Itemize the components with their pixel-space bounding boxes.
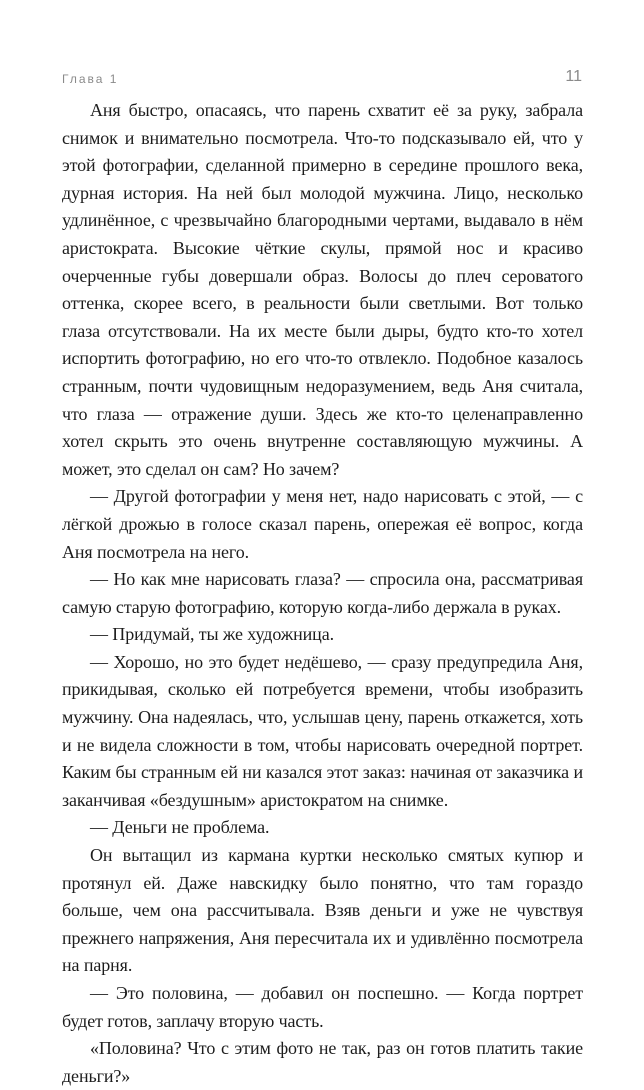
paragraph: Аня быстро, опасаясь, что парень схватит её за руку, забрала снимок и внимательно посмотрела. Что-то подсказывало ей, что у этой фотографии, сделанной примерно в середине прошлого века, дурная история. На ней был молодой мужчина. Лицо, несколько удлинённое, с чрезвычайно благородными чертами, выдавало в нём аристократа. Высокие чёткие скулы, прямой нос и красиво очерченные губы довершали образ. Волосы до плеч сероватого оттенка, скорее всего, в реальности были светлыми. Вот только глаза отсутствовали. На их месте были дыры, будто кто-то хотел испортить фотографию, но его что-то отвлекло. Подобное казалось странным, почти чудовищным недоразумением, ведь Аня считала, что глаза — отражение души. Здесь же кто-то целенаправленно хотел скрыть это очень внутренне составляющую мужчины. А может, это сделал он сам? Но зачем? (62, 100, 583, 479)
body-text (62, 97, 583, 1090)
paragraph: — Но как мне нарисовать глаза? — спросила она, рассматривая самую старую фотографию, которую когда-либо держала в руках. (62, 569, 583, 617)
paragraph: — Это половина, — добавил он поспешно. — Когда портрет будет готов, заплачу вторую часть. (62, 983, 583, 1031)
paragraph: Он вытащил из кармана куртки несколько смятых купюр и протянул ей. Даже навскидку было понятно, что там гораздо больше, чем она рассчитывала. Взяв деньги и уже не чувствуя прежнего напряжения, Аня пересчитала их и удивлённо посмотрела на парня. (62, 845, 583, 976)
paragraph: — Деньги не проблема. (90, 817, 270, 838)
paragraph: — Другой фотографии у меня нет, надо нарисовать с этой, — с лёгкой дрожью в голосе сказал парень, опережая её вопрос, когда Аня посмотрела на него. (62, 486, 583, 562)
paragraph: «Половина? Что с этим фото не так, раз он готов платить такие деньги?» (62, 1038, 583, 1086)
chapter-header: Глава 1 (62, 72, 119, 86)
paragraph: — Хорошо, но это будет недёшево, — сразу предупредила Аня, прикидывая, сколько ей потребуется времени, чтобы изобразить мужчину. Она надеялась, что, услышав цену, парень откажется, хоть и не видела сложности в том, чтобы нарисовать очередной портрет. Каким бы странным ей ни казался этот заказ: начиная от заказчика и заканчивая «бездушным» аристократом на снимке. (62, 651, 583, 810)
page-number: 11 (565, 68, 582, 85)
paragraph: — Придумай, ты же художница. (90, 624, 335, 645)
